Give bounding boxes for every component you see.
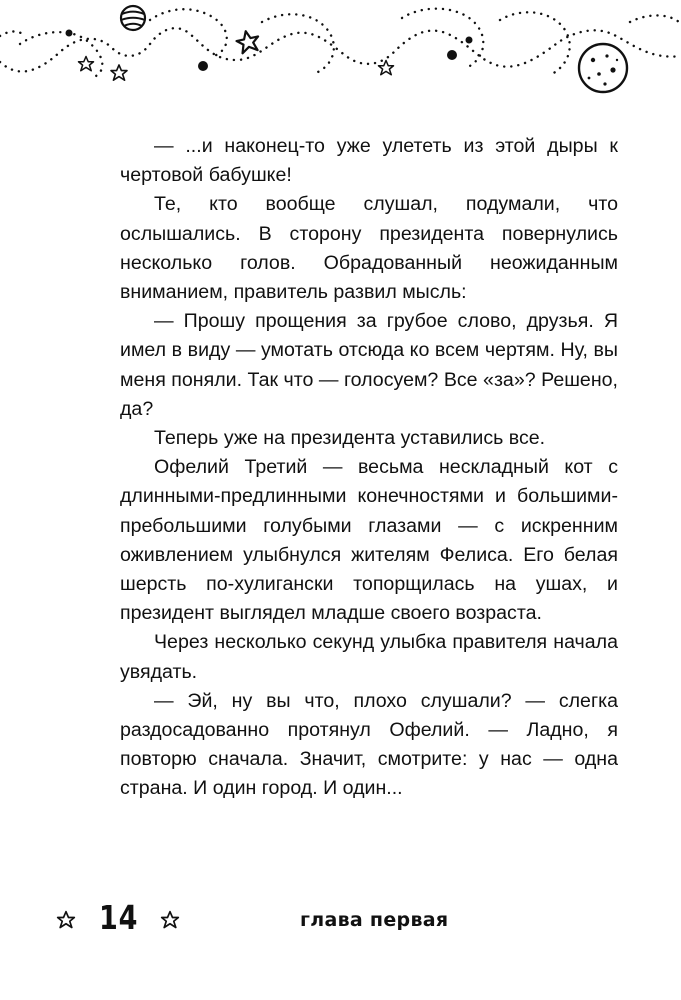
- page-number: 14: [99, 898, 139, 937]
- paragraph: — Прошу прощения за грубое слово, друзья. Я имел в виду — умотать отсюда ко всем чертям. Ну, вы меня поняли. Так что — голосуем? Все «за»? Решено, да?: [120, 310, 618, 420]
- moon-icon: [579, 44, 627, 92]
- chapter-title: глава первая: [300, 909, 449, 931]
- paragraph: Офелий Третий — весьма нескладный кот с длинными-предлинными конечностями и большими-пребольшими голубыми глазами — с искренним оживлением улыбнулся жителям Фелиса. Его белая шерсть по-хулигански топорщилась на ушах, и президент выглядел младше своего возраста.: [120, 456, 618, 625]
- paragraph: — Эй, ну вы что, плохо слушали? — слегка раздосадованно протянул Офелий. — Ладно, я повторю сначала. Значит, смотрите: у нас — одна страна. И один город. И один...: [120, 689, 618, 800]
- paragraph: — ...и наконец-то уже улететь из этой дыры к чертовой бабушке!: [120, 135, 618, 187]
- dotted-swirl: [630, 15, 681, 24]
- star-icon: [235, 29, 261, 54]
- dotted-swirl: [150, 9, 227, 56]
- star-icon: [79, 57, 94, 71]
- header-decoration: [0, 0, 681, 110]
- body-text: [120, 132, 618, 804]
- paragraph: Те, кто вообще слушал, подумали, что ослышались. В сторону президента повернулись несколько голов. Обрадованный неожиданным вниманием, правитель развил мысль:: [120, 193, 618, 304]
- star-icon: [160, 910, 180, 930]
- dotted-swirl: [500, 12, 570, 74]
- page-footer: [0, 888, 681, 948]
- star-icon: [56, 910, 76, 930]
- star-icon: [111, 65, 127, 80]
- paragraph: Теперь уже на президента уставились все.: [154, 427, 546, 450]
- planet-icon: [121, 6, 145, 30]
- dotted-swirl: [0, 32, 26, 37]
- paragraph: Через несколько секунд улыбка правителя начала увядать.: [120, 631, 618, 683]
- star-icon: [379, 61, 394, 75]
